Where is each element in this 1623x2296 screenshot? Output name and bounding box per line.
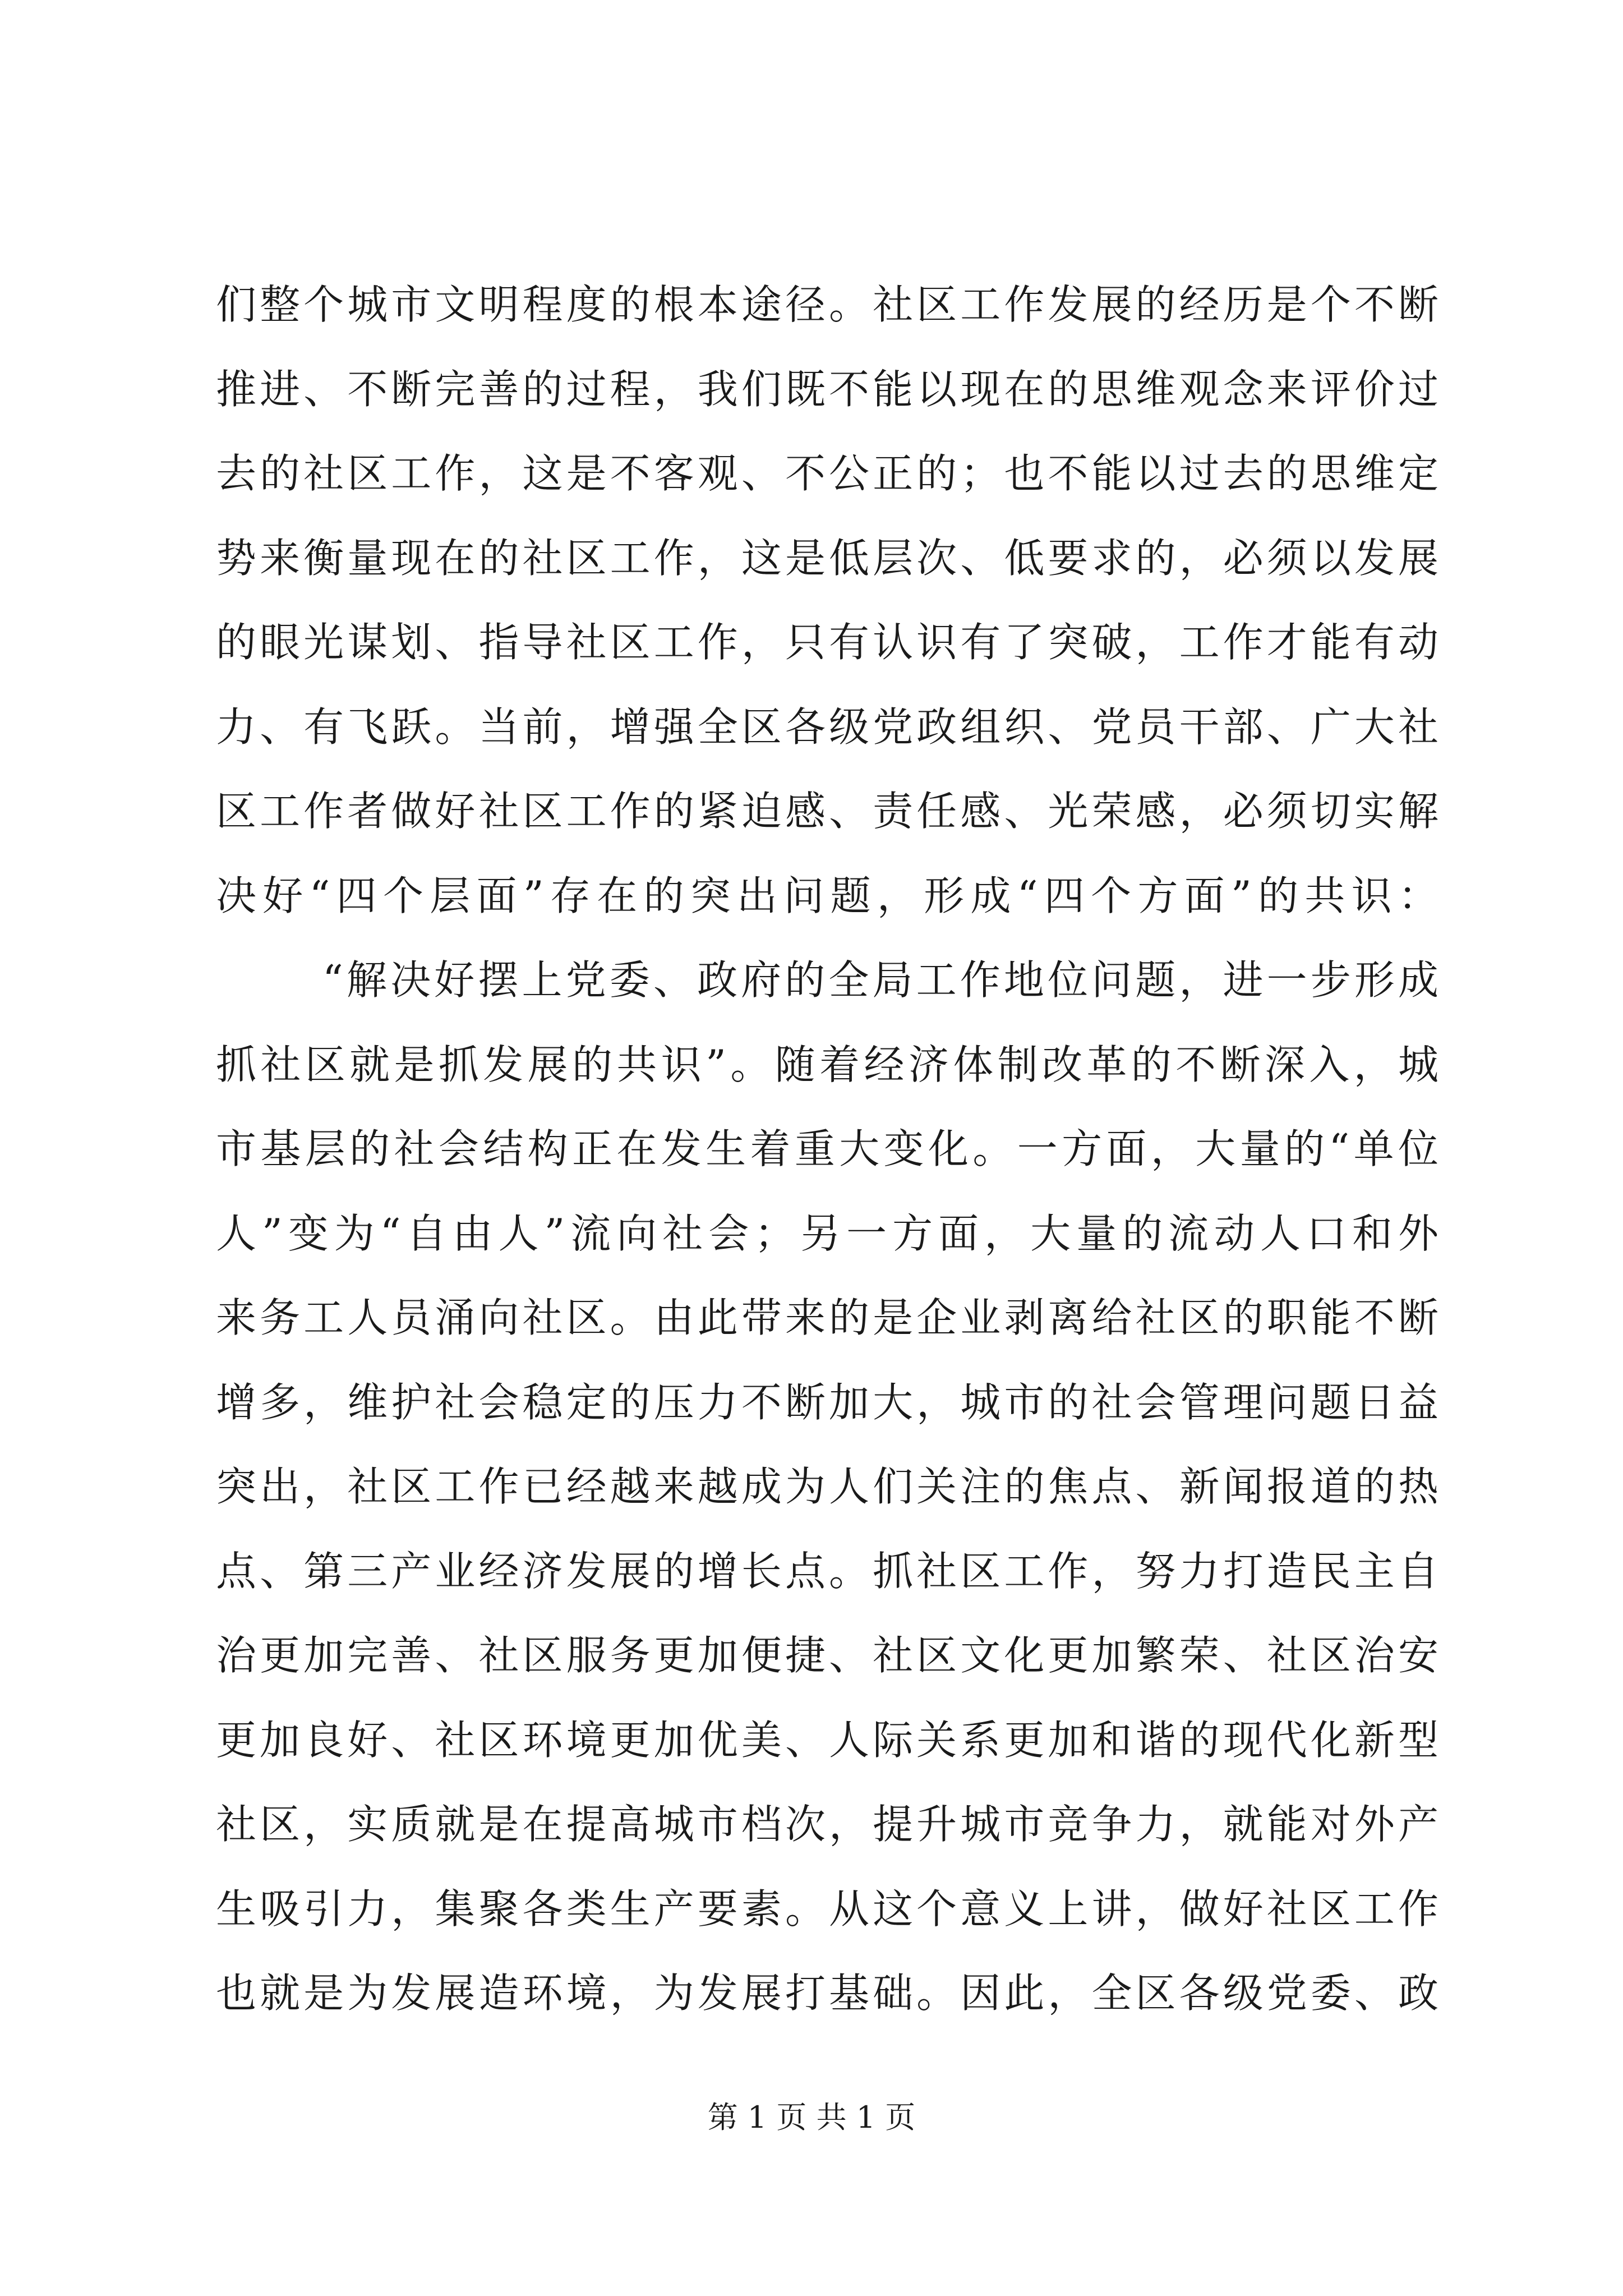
text-line: 决好“四个层面”存在的突出问题，形成“四个方面”的共识： (216, 872, 1438, 919)
text-line: 增多，维护社会稳定的压力不断加大，城市的社会管理问题日益 (216, 1378, 1438, 1426)
paragraph-first-line: “解决好摆上党委、政府的全局工作地位问题，进一步形成 (322, 956, 1438, 1004)
text-line: 来务工人员涌向社区。由此带来的是企业剥离给社区的职能不断 (216, 1294, 1438, 1341)
text-line: 点、第三产业经济发展的增长点。抓社区工作，努力打造民主自 (216, 1547, 1438, 1595)
text-line: 抓社区就是抓发展的共识”。随着经济体制改革的不断深入，城 (216, 1041, 1438, 1088)
text-line: 也就是为发展造环境，为发展打基础。因此，全区各级党委、政 (216, 1970, 1438, 2017)
text-line: 推进、不断完善的过程，我们既不能以现在的思维观念来评价过 (216, 365, 1438, 413)
text-line: 人”变为“自由人”流向社会；另一方面，大量的流动人口和外 (216, 1209, 1438, 1257)
text-line: 市基层的社会结构正在发生着重大变化。一方面，大量的“单位 (216, 1125, 1438, 1172)
text-line: 突出，社区工作已经越来越成为人们关注的焦点、新闻报道的热 (216, 1463, 1438, 1510)
text-line: 治更加完善、社区服务更加便捷、社区文化更加繁荣、社区治安 (216, 1632, 1438, 1679)
text-line: 社区，实质就是在提高城市档次，提升城市竞争力，就能对外产 (216, 1801, 1438, 1848)
text-line: 更加良好、社区环境更加优美、人际关系更加和谐的现代化新型 (216, 1716, 1438, 1764)
page-footer: 第 1 页 共 1 页 (707, 2100, 916, 2135)
text-line: 力、有飞跃。当前，增强全区各级党政组织、党员干部、广大社 (216, 703, 1438, 751)
text-line: 区工作者做好社区工作的紧迫感、责任感、光荣感，必须切实解 (216, 788, 1438, 835)
text-line: 的眼光谋划、指导社区工作，只有认识有了突破，工作才能有动 (216, 619, 1438, 666)
text-line: 去的社区工作，这是不客观、不公正的；也不能以过去的思维定 (216, 450, 1438, 497)
text-line: 势来衡量现在的社区工作，这是低层次、低要求的，必须以发展 (216, 534, 1438, 582)
text-line: 们整个城市文明程度的根本途径。社区工作发展的经历是个不断 (216, 281, 1438, 328)
body-text (216, 263, 1438, 2036)
text-line: 生吸引力，集聚各类生产要素。从这个意义上讲，做好社区工作 (216, 1885, 1438, 1932)
